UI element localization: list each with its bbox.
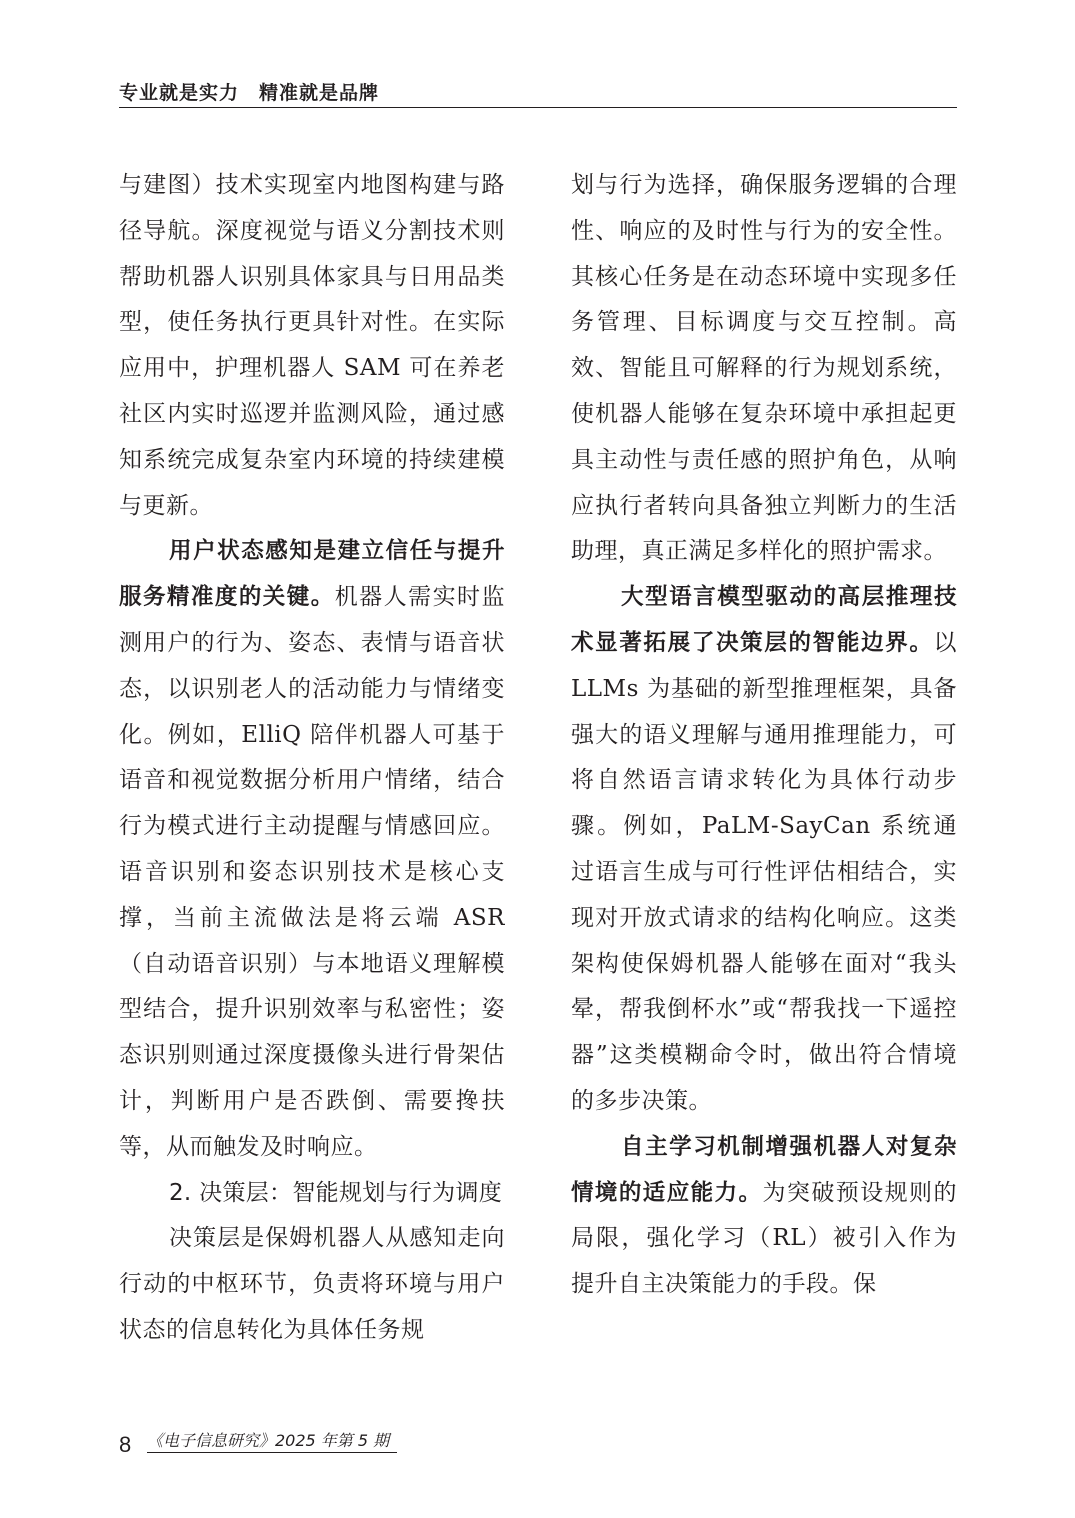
running-header [119,78,379,105]
paragraph-lead-bold: 自主学习机制增强机器人对复杂情境的适应能力。 [571,1133,957,1206]
page-number: 8 [119,1432,132,1457]
paragraph-lead-bold: 用户状态感知是建立信任与提升服务精准度的关键。 [119,538,505,611]
header-slogan-part1: 专业就是实力 [119,82,240,104]
journal-citation: 《电子信息研究》2025 年第 5 期 [147,1431,390,1450]
header-divider [119,107,957,108]
paragraph [571,575,957,1125]
right-column [571,163,957,1308]
paragraph: 决策层是保姆机器人从感知走向行动的中枢环节，负责将环境与用户状态的信息转化为具体任务规 [119,1225,505,1343]
left-column [119,163,505,1354]
paragraph-lead-bold: 大型语言模型驱动的高层推理技术显著拓展了决策层的智能边界。 [571,584,957,656]
paragraph-body: 机器人需实时监测用户的行为、姿态、表情与语音状态，以识别老人的活动能力与情绪变化。例如，ElliQ 陪伴机器人可基于语音和视觉数据分析用户情绪，结合行为模式进行主动提醒与情感回应。语音识别和姿态识别技术是核心支撑，当前主流做法是将云端 ASR（自动语音识别）与本地语义理解模型结合，提升识别效率与私密性；姿态识别则通过深度摄像头进行骨架估计，判断用户是否跌倒、需要搀扶等，从而触发及时响应。 [119,584,505,1160]
paragraph [119,529,505,1170]
section-subheading: 2. 决策层：智能规划与行为调度 [169,1179,503,1206]
paragraph [571,1125,957,1308]
paragraph-body: 为突破预设规则的局限，强化学习（RL）被引入作为提升自主决策能力的手段。保 [571,1179,957,1298]
header-slogan-part2: 精准就是品牌 [259,82,380,104]
paragraph: 划与行为选择，确保服务逻辑的合理性、响应的及时性与行为的安全性。其核心任务是在动态环境中实现多任务管理、目标调度与交互控制。高效、智能且可解释的行为规划系统，使机器人能够在复杂环境中承担起更具主动性与责任感的照护角色，从响应执行者转向具备独立判断力的生活助理，真正满足多样化的照护需求。 [571,172,957,565]
paragraph: 与建图）技术实现室内地图构建与路径导航。深度视觉与语义分割技术则帮助机器人识别具体家具与日用品类型，使任务执行更具针对性。在实际应用中，护理机器人 SAM 可在养老社区内实时巡逻并监测风险，通过感知系统完成复杂室内环境的持续建模与更新。 [119,172,505,519]
footer-divider [147,1452,397,1453]
paragraph-body: 以 LLMs 为基础的新型推理框架，具备强大的语义理解与通用推理能力，可将自然语言请求转化为具体行动步骤。例如，PaLM-SayCan 系统通过语言生成与可行性评估相结合，实现对开放式请求的结构化响应。这类架构使保姆机器人能够在面对“我头晕，帮我倒杯水”或“帮我找一下遥控器”这类模糊命令时，做出符合情境的多步决策。 [571,629,957,1114]
